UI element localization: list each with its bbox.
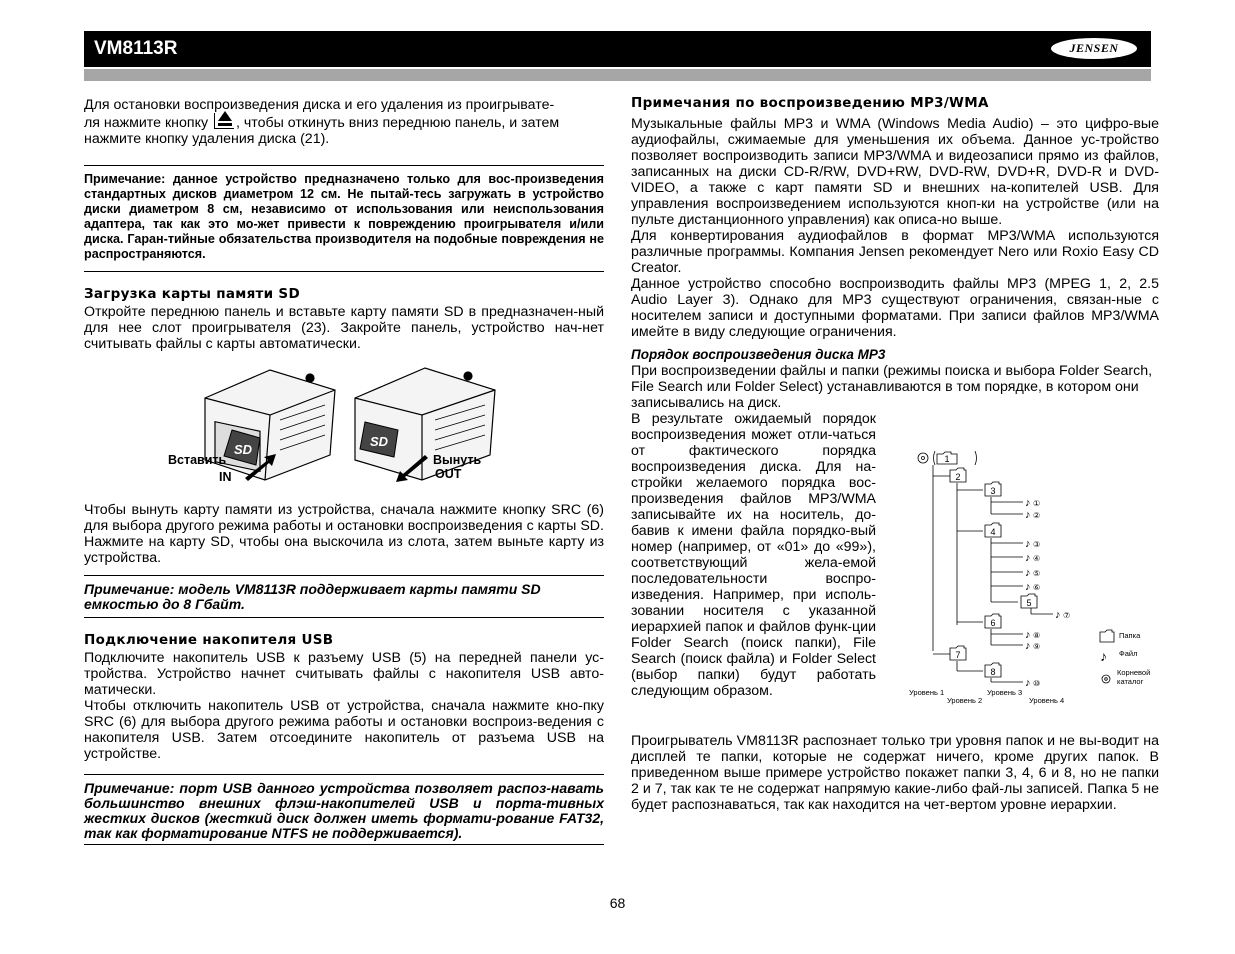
header-grey-bar [84,69,1151,81]
folder-number: 7 [955,650,961,660]
usb-heading: Подключение накопителя USB [84,632,334,648]
page-header [84,31,1151,67]
mp3-paragraph-3: Данное устройство способно воспроизводить файлы MP3 (MPEG 1, 2, 2.5 Audio Layer 3). Однако для MP3 существуют ограничения, связан-ные с носителем записи и доступными форматами. При записи файлов MP3/WMA имейте в виду следующие ограничения. [631,276,1159,340]
intro-line-1: Для остановки воспроизведения диска и его удаления из проигрывате- [84,97,555,113]
sd-heading: Загрузка карты памяти SD [84,286,300,302]
folder-number: 2 [955,472,961,482]
music-note-icon: ♪ [1025,538,1031,550]
intro-line-2: ля нажмите кнопку , чтобы откинуть вниз переднюю панель, и затем [84,115,560,131]
mp3-paragraph-1: Музыкальные файлы MP3 и WMA (Windows Media Audio) – это цифро-вые аудиофайлы, сжимаемые для уменьшения их объема. Данное ус-тройство позволяет воспроизводить записи MP3/WMA и видеозаписи прямо из файлов, записанных на диски CD-R/RW, DVD+RW, DVD-RW, DVD+R, DVD-R и DVD-VIDEO, а также с карт памяти SD и внешних на-копителей USB. Для управления воспроизведением используются кноп-ки на устройстве (или на пульте дистанционного управления) как описа-но выше. [631,116,1159,228]
folder-number: 5 [1026,598,1032,608]
order-paragraph-2: В результате ожидаемый порядок воспроизведения может отли-чаться от фактического порядка воспроизведения диска. Для на-стройки желаемого порядка вос-произведения файлов MP3/WMA записывайте их на носитель, до-бавив к имени файла порядко-вый номер (например, от «01» до «99»), соответствующий жела-емой последовательности воспро-изведения. Например, при исполь-зовании носителя с указанной иерархией папок и файлов функ-ции Folder Search (поиск папки), File Search (поиск файла) и Folder Select (выбор папки) будут работать следующим образом. [631,411,876,699]
level-label: Уровень 4 [1029,696,1065,705]
level-label: Уровень 2 [947,696,983,705]
divider [84,575,604,576]
divider [84,271,604,272]
file-number: ⑨ [1033,642,1041,651]
usb-text-2: Чтобы отключить накопитель USB от устройства, сначала нажмите кно-пку SRC (6) для выбора другого режима работы и остановки воспроиз-ведения с накопителя USB. Затем отсоедините накопитель от разъема USB на устройстве. [84,698,604,762]
mp3-heading: Примечания по воспроизведению MP3/WMA [631,95,989,111]
file-number: ⑦ [1063,611,1071,620]
page-number: 68 [609,895,626,911]
model-title: VM8113R [94,38,178,59]
legend-root-label: Корневой [1117,668,1151,677]
usb-text-1: Подключите накопитель USB к разъему USB (5) на передней панели ус-тройства. Устройство начнет считывать файлы с накопителя USB авто-матически. [84,650,604,698]
level-label: Уровень 1 [909,688,945,697]
order-paragraph-1: При воспроизведении файлы и папки (режимы поиска и выбора Folder Search, File Search или Folder Select) устанавливаются в том порядке, в котором они записывались на диск. [631,363,1153,411]
music-note-icon: ♪ [1025,581,1031,593]
divider [84,844,604,845]
music-note-icon: ♪ [1025,629,1031,641]
file-number: ③ [1033,540,1041,549]
mp3-paragraph-2: Для конвертирования аудиофайлов в формат MP3/WMA используются различные программы. Компания Jensen рекомендует Nero или Roxio Easy CD Creator. [631,228,1159,276]
sd-remove-text: Чтобы вынуть карту памяти из устройства, сначала нажмите кнопку SRC (6) для выбора другого режима работы и остановки воспроизведения с карты SD. Нажмите на карту SD, чтобы она выскочила из слота, затем выньте карту из устройства. [84,502,604,566]
file-number: ② [1033,511,1041,520]
insert-label-en: IN [219,470,232,484]
file-number: ⑧ [1033,631,1041,640]
legend-root-label: каталог [1117,677,1144,686]
folder-tree-diagram [905,445,1160,710]
file-number: ⑤ [1033,569,1041,578]
level-label: Уровень 3 [987,688,1023,697]
music-note-icon: ♪ [1025,567,1031,579]
insert-label-ru: Вставить [168,453,227,467]
note-sd-capacity: Примечание: модель VM8113R поддерживает карты памяти SD емкостью до 8 Гбайт. [84,581,541,612]
file-number: ④ [1033,554,1041,563]
note-disc-size: Примечание: данное устройство предназначено только для вос-произведения стандартных дисков диаметром 12 см. Не пытай-тесь загружать в устройство диски диаметром 8 см, независимо от использования или неиспользования адаптера, так как это мо-жет привести к повреждению проигрывателя и/или диска. Гаран-тийные обязательства производителя на подобные повреждения не распространяются. [84,172,604,261]
music-note-icon: ♪ [1025,677,1031,689]
file-number: ⑥ [1033,583,1041,592]
sd-card-illustration [160,360,520,490]
jensen-logo: JENSEN [1051,38,1137,59]
eject-label-ru: Вынуть [433,453,482,467]
folder-number: 3 [990,486,996,496]
divider [84,165,604,166]
folder-number: 6 [990,618,996,628]
legend-folder-label: Папка [1119,631,1141,640]
music-note-icon: ♪ [1025,640,1031,652]
divider [84,774,604,775]
music-note-icon: ♪ [1025,509,1031,521]
file-number: ⑩ [1033,679,1041,688]
file-number: ① [1033,499,1041,508]
divider [84,617,604,618]
sd-card-label: SD [234,442,253,457]
music-note-icon: ♪ [1055,609,1061,621]
folder-number: 8 [990,667,996,677]
intro-line-3: нажмите кнопку удаления диска (21). [84,131,330,147]
root-folder-number: 1 [944,454,950,464]
music-note-icon: ♪ [1100,648,1107,664]
note-usb: Примечание: порт USB данного устройства позволяет распоз-навать большинство внешних флэш-накопителей USB и порта-тивных жестких дисков (жесткий диск должен иметь формати-рование FAT32, так как форматирование NTFS не поддерживается). [84,780,604,841]
eject-button-icon [214,113,234,129]
folder-number: 4 [990,527,996,537]
music-note-icon: ♪ [1025,497,1031,509]
sd-text: Откройте переднюю панель и вставьте карту памяти SD в предназначен-ный для нее слот проигрывателя (23). Закройте панель, устройство нач-нет считывать файлы с карты автоматически. [84,304,604,352]
music-note-icon: ♪ [1025,552,1031,564]
sd-card-label: SD [370,434,389,449]
legend-file-label: Файл [1119,649,1138,658]
final-paragraph: Проигрыватель VM8113R распознает только три уровня папок и не вы-водит на дисплей те папки, которые не содержат ничего, кроме других папок. В приведенном выше примере устройство покажет папки 3, 4, 6 и 8, но не папки 2 и 7, так как те не содержат напрямую какие-либо фай-лы записей. Папка 5 не будет распознаваться, так как находится на чет-вертом уровне иерархии. [631,733,1159,813]
eject-label-en: OUT [435,467,462,481]
order-heading: Порядок воспроизведения диска MP3 [631,347,886,362]
